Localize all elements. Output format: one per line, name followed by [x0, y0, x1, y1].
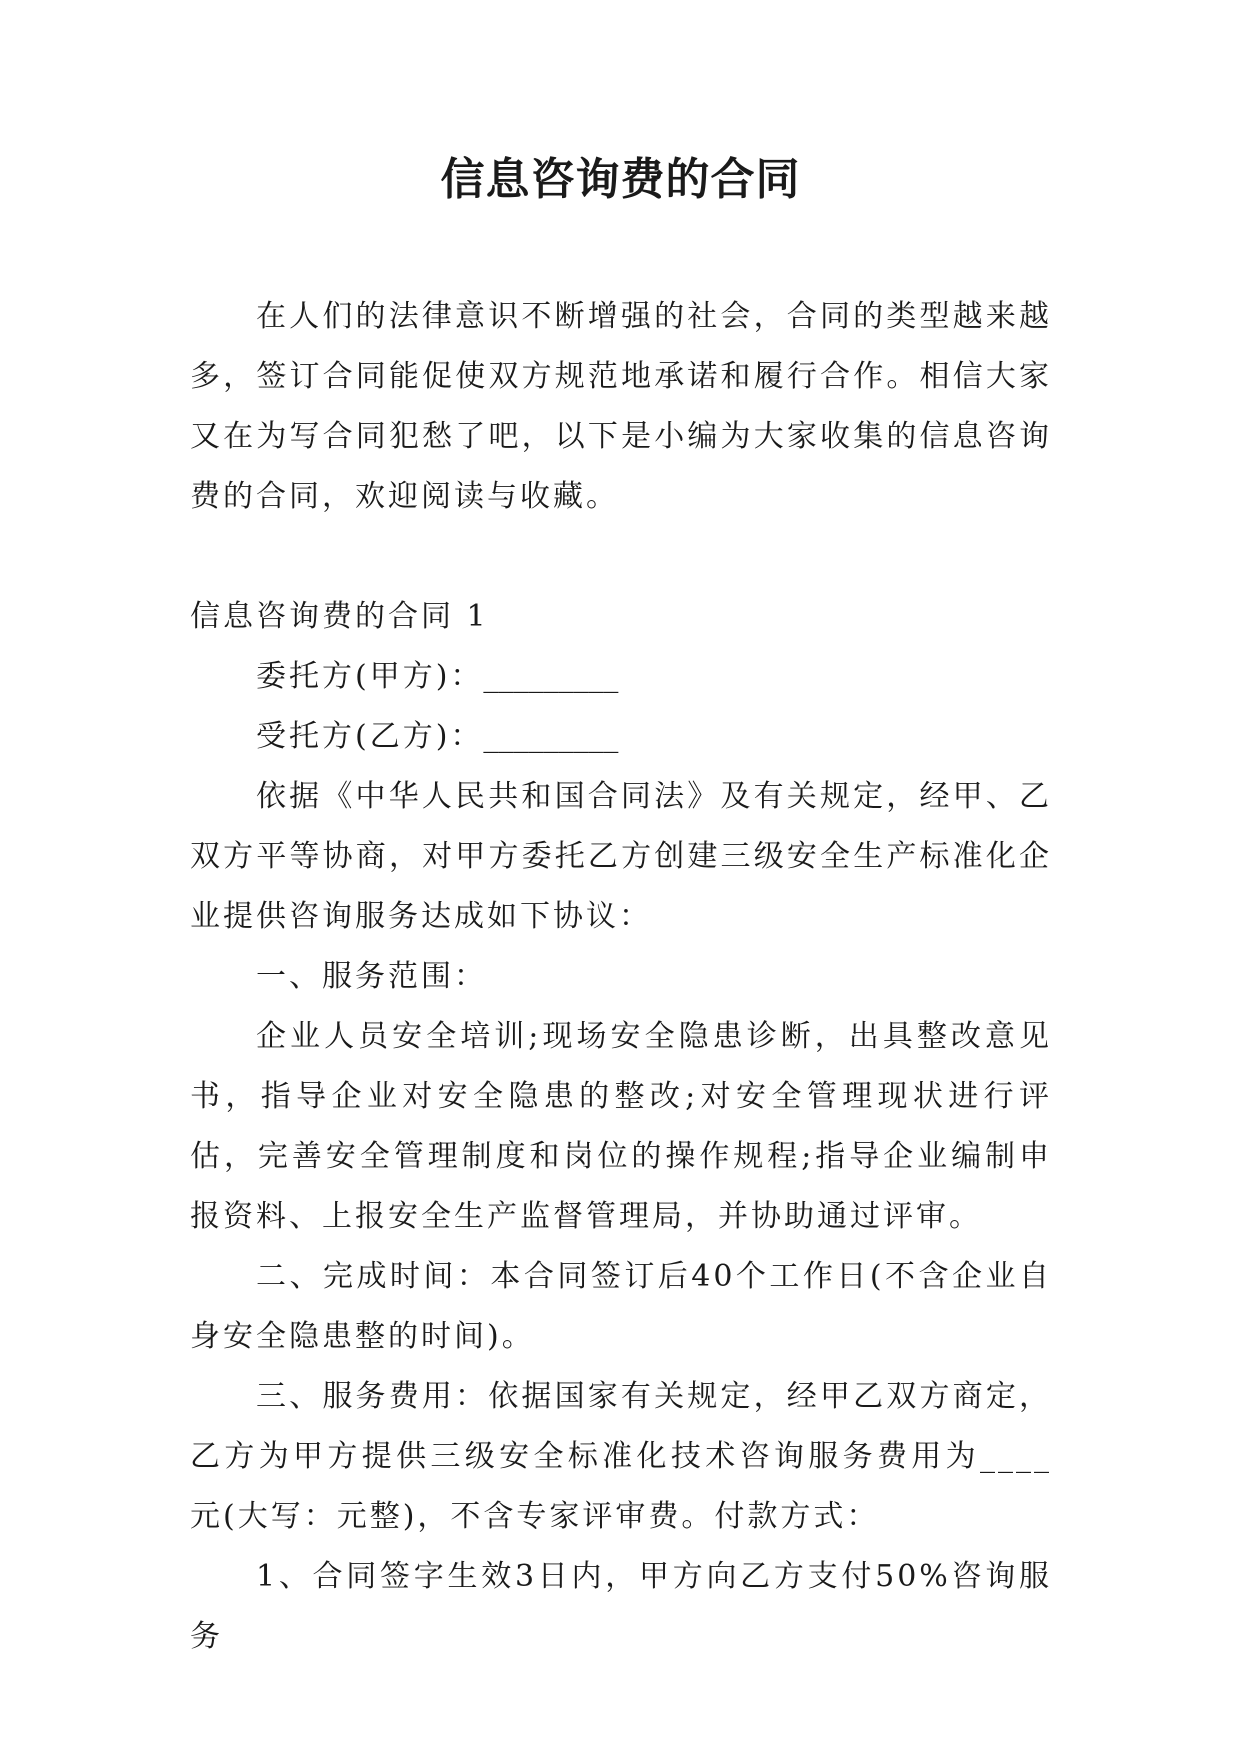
document-title: 信息咨询费的合同 — [440, 154, 801, 205]
paragraph-spacer — [190, 527, 1052, 587]
party-b-label: 受托方(乙方)： — [256, 719, 484, 754]
party-a-value: _________ — [483, 659, 619, 694]
preamble-paragraph: 依据《中华人民共和国合同法》及有关规定，经甲、乙双方平等协商，对甲方委托乙方创建三级安全生产标准化企业提供咨询服务达成如下协议： — [190, 779, 1052, 934]
section-heading: 信息咨询费的合同 1 — [190, 599, 489, 634]
clause-1-heading: 一、服务范围： — [256, 959, 487, 994]
party-a-line — [190, 647, 1052, 707]
clause-3-paragraph: 三、服务费用：依据国家有关规定，经甲乙双方商定，乙方为甲方提供三级安全标准化技术咨询服务费用为____元(大写：元整)，不含专家评审费。付款方式： — [190, 1379, 1052, 1534]
payment-item-1: 1、合同签字生效3日内，甲方向乙方支付50%咨询服务 — [190, 1559, 1052, 1654]
document-body — [190, 287, 1052, 1667]
party-a-label: 委托方(甲方)： — [256, 659, 484, 694]
party-b-line — [190, 707, 1052, 767]
party-b-value: _________ — [483, 719, 619, 754]
intro-paragraph: 在人们的法律意识不断增强的社会，合同的类型越来越多，签订合同能促使双方规范地承诺和履行合作。相信大家又在为写合同犯愁了吧，以下是小编为大家收集的信息咨询费的合同，欢迎阅读与收藏。 — [190, 299, 1052, 514]
clause-1-body: 企业人员安全培训;现场安全隐患诊断，出具整改意见书，指导企业对安全隐患的整改;对安全管理现状进行评估，完善安全管理制度和岗位的操作规程;指导企业编制申报资料、上报安全生产监督管理局，并协助通过评审。 — [190, 1019, 1052, 1234]
clause-2-paragraph: 二、完成时间：本合同签订后40个工作日(不含企业自身安全隐患整的时间)。 — [190, 1259, 1052, 1354]
